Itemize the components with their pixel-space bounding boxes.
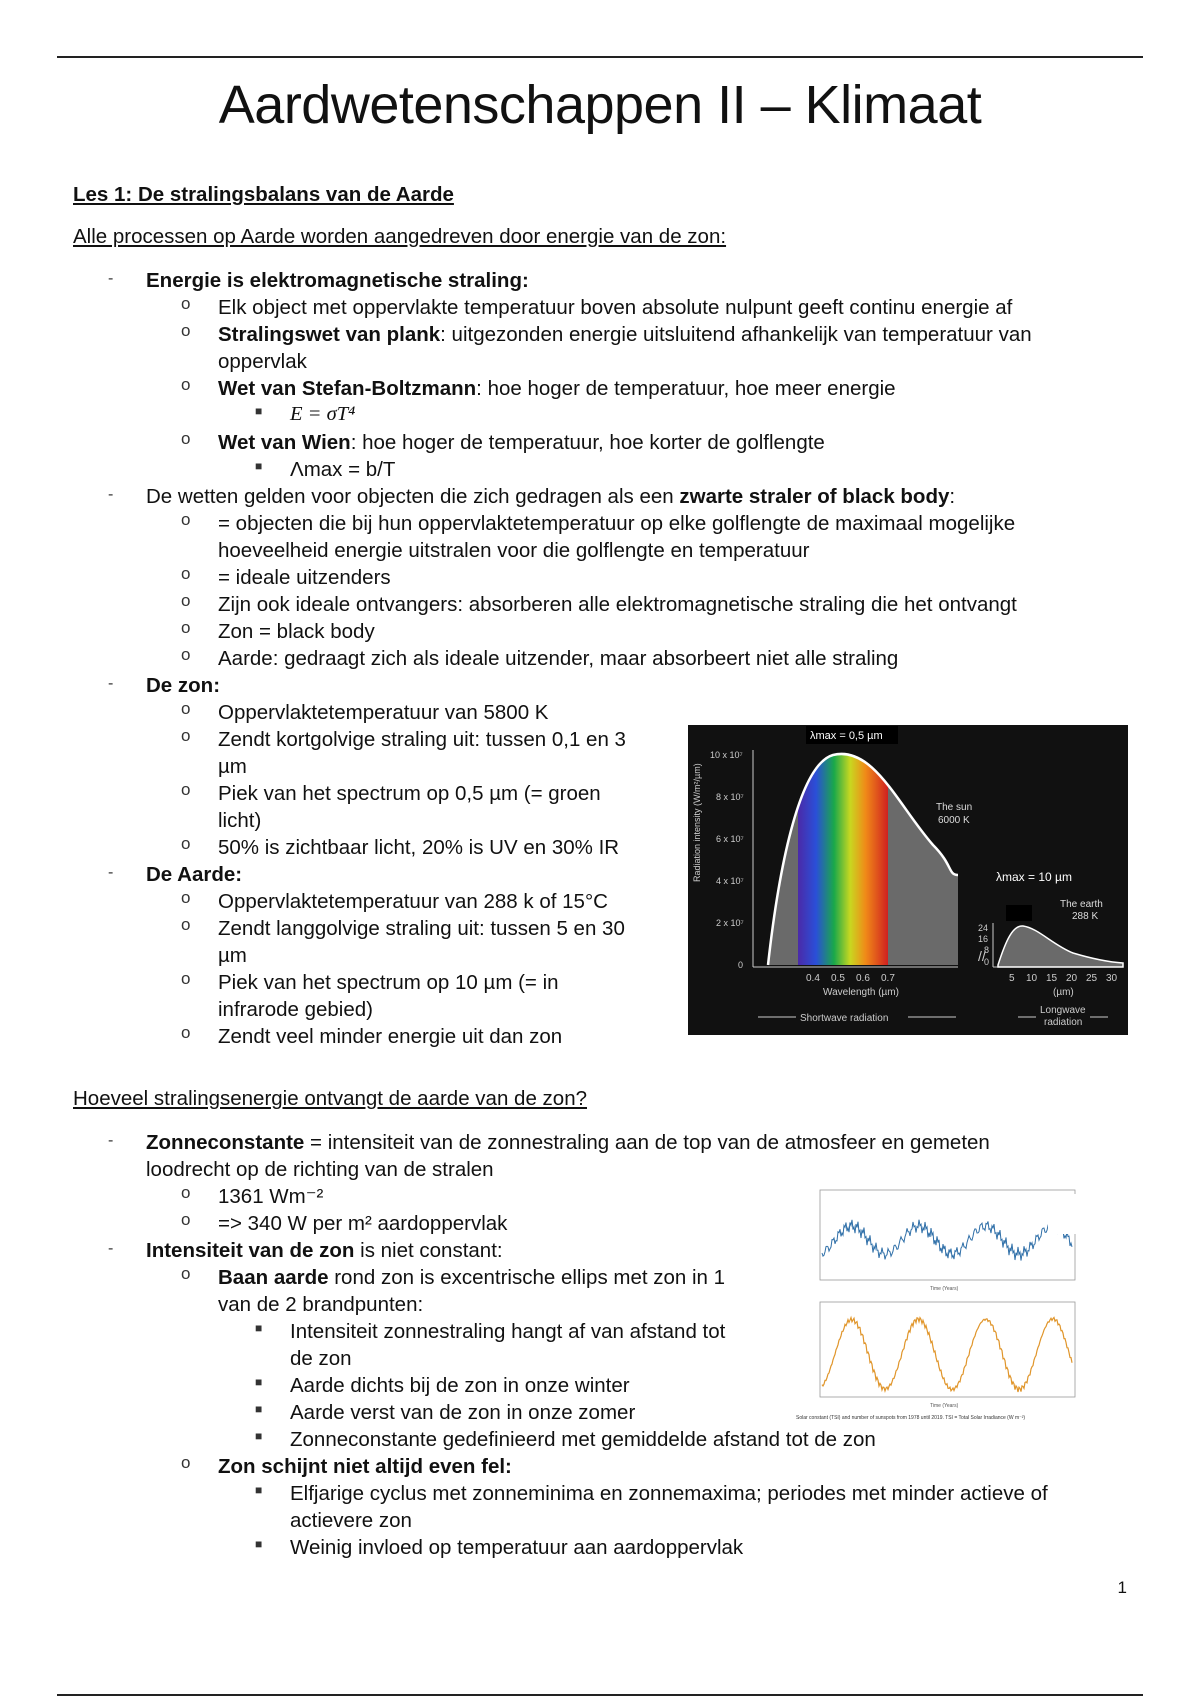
orbit-item-1b: de zon	[290, 1347, 352, 1370]
energy-item-1: Elk object met oppervlakte temperatuur boven absolute nulpunt geeft continu energie af	[218, 296, 1013, 319]
y-axis-label: Radiation intensity (W/m²/µm)	[692, 763, 702, 882]
circle-bullet: o	[181, 294, 191, 313]
sun-item-1: Oppervlaktetemperatuur van 5800 K	[218, 701, 549, 724]
circle-bullet: o	[181, 1023, 191, 1042]
dash-bullet: -	[108, 1240, 114, 1257]
earth-heading: De Aarde:	[146, 863, 243, 886]
lambda-earth-label: λmax = 10 µm	[996, 870, 1072, 884]
dash-bullet: -	[108, 864, 114, 881]
lambda-sun-label: λmax = 0,5 µm	[810, 730, 883, 742]
earth-peak-box	[1006, 905, 1032, 921]
square-bullet: ■	[255, 1429, 263, 1443]
x-axis-label: Wavelength (µm)	[823, 987, 899, 998]
circle-bullet: o	[181, 1210, 191, 1229]
earth-x-tick: 30	[1106, 973, 1118, 984]
earth-x-axis-label: (µm)	[1053, 987, 1074, 998]
square-bullet: ■	[255, 404, 263, 418]
orbit-line-cont: van de 2 brandpunten:	[218, 1293, 424, 1316]
earth-x-tick: 5	[1009, 973, 1015, 984]
circle-bullet: o	[181, 618, 191, 637]
earth-y-tick: 0	[984, 957, 990, 967]
square-bullet: ■	[255, 1483, 263, 1497]
orbit-item-2: Aarde dichts bij de zon in onze winter	[290, 1374, 630, 1397]
earth-y-tick: 24	[978, 923, 989, 933]
y-tick: 8 x 10⁷	[716, 792, 744, 802]
circle-bullet: o	[181, 564, 191, 583]
earth-y-tick: 16	[978, 934, 989, 944]
blackbody-item-5: Aarde: gedraagt zich als ideale uitzender, maar absorbeert niet alle straling	[218, 647, 899, 670]
y-tick: 4 x 10⁷	[716, 876, 744, 886]
tsi-x-label: Time (Years)	[930, 1286, 959, 1292]
square-bullet: ■	[255, 1402, 263, 1416]
dash-bullet: -	[108, 675, 114, 692]
constant-item-1: 1361 Wm⁻²	[218, 1185, 324, 1208]
wien-formula: Λmax = b/T	[290, 458, 396, 481]
circle-bullet: o	[181, 915, 191, 934]
circle-bullet: o	[181, 1183, 191, 1202]
sun-temp-label: 6000 K	[938, 815, 970, 826]
sun-item-3a: Piek van het spectrum op 0,5 µm (= groen	[218, 782, 601, 805]
earth-item-4: Zendt veel minder energie uit dan zon	[218, 1025, 563, 1048]
circle-bullet: o	[181, 726, 191, 745]
constant-line: Zonneconstante = intensiteit van de zonnestraling aan de top van de atmosfeer en gemeten	[146, 1131, 990, 1154]
tsi-sunspot-figure	[790, 1182, 1130, 1427]
orbit-item-4: Zonneconstante gedefinieerd met gemiddelde afstand tot de zon	[290, 1428, 876, 1451]
sun-label: The sun	[936, 802, 973, 813]
orbit-item-3: Aarde verst van de zon in onze zomer	[290, 1401, 636, 1424]
tsi-annotation-box	[1048, 1194, 1126, 1234]
shine-item-1b: actievere zon	[290, 1509, 412, 1532]
blackbody-item-1a: = objecten die bij hun oppervlaktetemperatuur op elke golflengte de maximaal mogelijke	[218, 512, 1016, 535]
circle-bullet: o	[181, 780, 191, 799]
longwave-label: Longwave	[1040, 1005, 1086, 1016]
earth-label: The earth	[1060, 899, 1103, 910]
sun-item-2b: µm	[218, 755, 247, 778]
earth-item-3a: Piek van het spectrum op 10 µm (= in	[218, 971, 559, 994]
earth-x-tick: 25	[1086, 973, 1098, 984]
dash-bullet: -	[108, 486, 114, 503]
circle-bullet: o	[181, 591, 191, 610]
x-tick: 0.5	[831, 973, 845, 984]
circle-bullet: o	[181, 699, 191, 718]
earth-y-tick: 8	[984, 945, 990, 955]
earth-item-2b: µm	[218, 944, 247, 967]
earth-item-1: Oppervlaktetemperatuur van 288 k of 15°C	[218, 890, 608, 913]
earth-temp-label: 288 K	[1072, 911, 1099, 922]
orbit-line: Baan aarde rond zon is excentrische ellips met zon in 1	[218, 1266, 726, 1289]
blackbody-item-3: Zijn ook ideale ontvangers: absorberen alle elektromagnetische straling die het ontvangt	[218, 593, 1017, 616]
x-tick: 0.6	[856, 973, 870, 984]
stefan-formula: E = σT⁴	[290, 403, 356, 425]
axis-break-mark: //	[978, 948, 986, 964]
energy-planck-cont: oppervlak	[218, 350, 307, 373]
shortwave-label: Shortwave radiation	[800, 1013, 889, 1024]
circle-bullet: o	[181, 645, 191, 664]
sun-heading: De zon:	[146, 674, 221, 697]
energy-wien: Wet van Wien: hoe hoger de temperatuur, hoe korter de golflengte	[218, 431, 825, 454]
orbit-item-1a: Intensiteit zonnestraling hangt af van afstand tot	[290, 1320, 726, 1343]
x-tick: 0.7	[881, 973, 895, 984]
x-tick: 0.4	[806, 973, 820, 984]
y-tick: 10 x 10⁷	[710, 750, 743, 760]
circle-bullet: o	[181, 834, 191, 853]
sun-item-3b: licht)	[218, 809, 262, 832]
shine-line: Zon schijnt niet altijd even fel:	[218, 1455, 512, 1478]
earth-x-tick: 10	[1026, 973, 1038, 984]
bottom-rule	[57, 1694, 1143, 1696]
y-tick: 6 x 10⁷	[716, 834, 744, 844]
blackbody-item-2: = ideale uitzenders	[218, 566, 391, 589]
longwave-label-2: radiation	[1044, 1017, 1083, 1028]
dash-bullet: -	[108, 1132, 114, 1149]
square-bullet: ■	[255, 1537, 263, 1551]
y-tick: 2 x 10⁷	[716, 918, 744, 928]
earth-item-3b: infrarode gebied)	[218, 998, 373, 1021]
earth-x-tick: 15	[1046, 973, 1058, 984]
energy-planck: Stralingswet van plank: uitgezonden energie uitsluitend afhankelijk van temperatuur van	[218, 323, 1032, 346]
tsi-panel	[820, 1190, 1075, 1280]
top-rule	[57, 56, 1143, 58]
square-bullet: ■	[255, 459, 263, 473]
circle-bullet: o	[181, 1453, 191, 1472]
intro-line: Alle processen op Aarde worden aangedreven door energie van de zon:	[73, 225, 727, 248]
dash-bullet: -	[108, 270, 114, 287]
lesson-heading: Les 1: De stralingsbalans van de Aarde	[73, 183, 454, 206]
page-number: 1	[1117, 1578, 1127, 1597]
square-bullet: ■	[255, 1375, 263, 1389]
blackbody-intro: De wetten gelden voor objecten die zich gedragen als een zwarte straler of black body:	[146, 485, 956, 508]
earth-item-2a: Zendt langgolvige straling uit: tussen 5 en 30	[218, 917, 625, 940]
spectrum-figure	[688, 725, 1128, 1035]
sun-item-2a: Zendt kortgolvige straling uit: tussen 0,1 en 3	[218, 728, 626, 751]
circle-bullet: o	[181, 510, 191, 529]
question-heading: Hoeveel stralingsenergie ontvangt de aarde van de zon?	[73, 1087, 587, 1110]
energy-heading: Energie is elektromagnetische straling:	[146, 269, 529, 292]
circle-bullet: o	[181, 321, 191, 340]
square-bullet: ■	[255, 1321, 263, 1335]
blackbody-item-1b: hoeveelheid energie uitstralen voor die golflengte en temperatuur	[218, 539, 810, 562]
visible-spectrum	[798, 745, 888, 970]
sun-item-4: 50% is zichtbaar licht, 20% is UV en 30% IR	[218, 836, 620, 859]
circle-bullet: o	[181, 888, 191, 907]
y-tick: 0	[738, 960, 744, 970]
page-title: Aardwetenschappen II – Klimaat	[218, 75, 982, 135]
shine-item-1a: Elfjarige cyclus met zonneminima en zonnemaxima; periodes met minder actieve of	[290, 1482, 1048, 1505]
energy-stefan: Wet van Stefan-Boltzmann: hoe hoger de temperatuur, hoe meer energie	[218, 377, 896, 400]
circle-bullet: o	[181, 1264, 191, 1283]
constant-line-cont: loodrecht op de richting van de stralen	[146, 1158, 494, 1181]
figure-caption: Solar constant (TSI) and number of sunspots from 1978 until 2019. TSI = Total Solar Irradiance (W m⁻²)	[796, 1415, 1026, 1421]
intensity-line: Intensiteit van de zon is niet constant:	[146, 1239, 503, 1262]
circle-bullet: o	[181, 969, 191, 988]
earth-x-tick: 20	[1066, 973, 1078, 984]
sunspot-x-label: Time (Years)	[930, 1403, 959, 1409]
blackbody-item-4: Zon = black body	[218, 620, 375, 643]
constant-item-2: => 340 W per m² aardoppervlak	[218, 1212, 508, 1235]
shine-item-2: Weinig invloed op temperatuur aan aardoppervlak	[290, 1536, 744, 1559]
circle-bullet: o	[181, 429, 191, 448]
circle-bullet: o	[181, 375, 191, 394]
